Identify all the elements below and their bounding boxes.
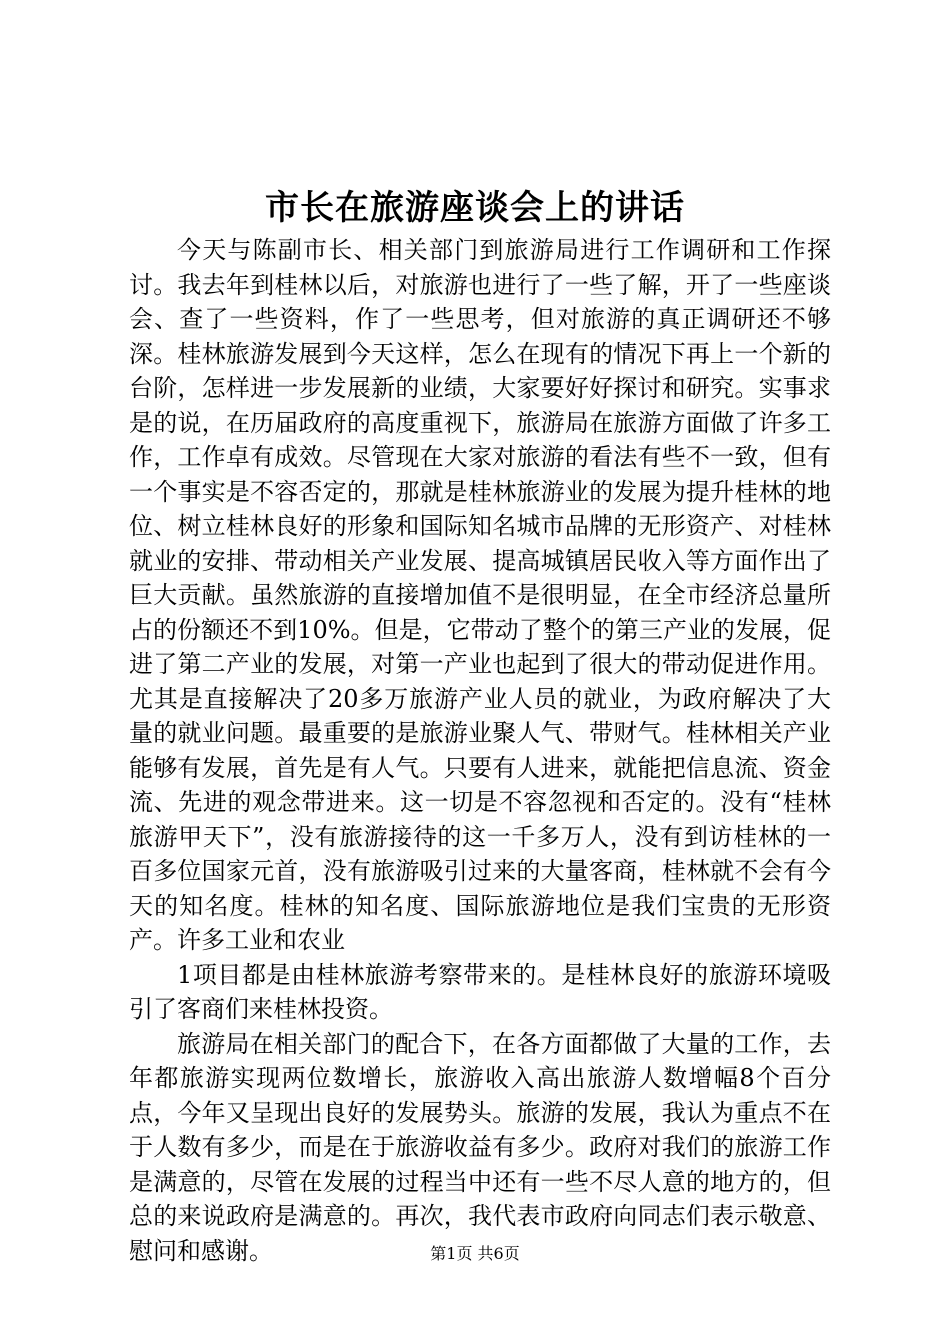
document-body — [129, 233, 831, 1268]
page-title: 市长在旅游座谈会上的讲话 — [265, 188, 685, 228]
page-footer: 第1页 共6页 — [430, 1244, 520, 1263]
paragraph-3: 旅游局在相关部门的配合下，在各方面都做了大量的工作，去年都旅游实现两位数增长，旅游收入高出旅游人数增幅8个百分点，今年又呈现出良好的发展势头。旅游的发展，我认为重点不在于人数有多少，而是在于旅游收益有多少。政府对我们的旅游工作是满意的，尽管在发展的过程当中还有一些不尽人意的地方的，但总的来说政府是满意的。再次，我代表市政府向同志们表示敬意、慰问和感谢。 — [129, 1029, 831, 1265]
paragraph-2: 1项目都是由桂林旅游考察带来的。是桂林良好的旅游环境吸引了客商们来桂林投资。 — [129, 960, 831, 1023]
paragraph-1: 今天与陈副市长、相关部门到旅游局进行工作调研和工作探讨。我去年到桂林以后，对旅游也进行了一些了解，开了一些座谈会、查了一些资料，作了一些思考，但对旅游的真正调研还不够深。桂林旅游发展到今天这样，怎么在现有的情况下再上一个新的台阶，怎样进一步发展新的业绩，大家要好好探讨和研究。实事求是的说，在历届政府的高度重视下，旅游局在旅游方面做了许多工作，工作卓有成效。尽管现在大家对旅游的看法有些不一致，但有一个事实是不容否定的，那就是桂林旅游业的发展为提升桂林的地位、树立桂林良好的形象和国际知名城市品牌的无形资产、对桂林就业的安排、带动相关产业发展、提高城镇居民收入等方面作出了巨大贡献。虽然旅游的直接增加值不是很明显，在全市经济总量所占的份额还不到10%。但是，它带动了整个的第三产业的发展，促进了第二产业的发展，对第一产业也起到了很大的带动促进作用。尤其是直接解决了20多万旅游产业人员的就业，为政府解决了大量的就业问题。最重要的是旅游业聚人气、带财气。桂林相关产业能够有发展，首先是有人气。只要有人进来，就能把信息流、资金流、先进的观念带进来。这一切是不容忽视和否定的。没有“桂林旅游甲天下”，没有旅游接待的这一千多万人，没有到访桂林的一百多位国家元首，没有旅游吸引过来的大量客商，桂林就不会有今天的知名度。桂林的知名度、国际旅游地位是我们宝贵的无形资产。许多工业和农业 — [129, 236, 831, 954]
